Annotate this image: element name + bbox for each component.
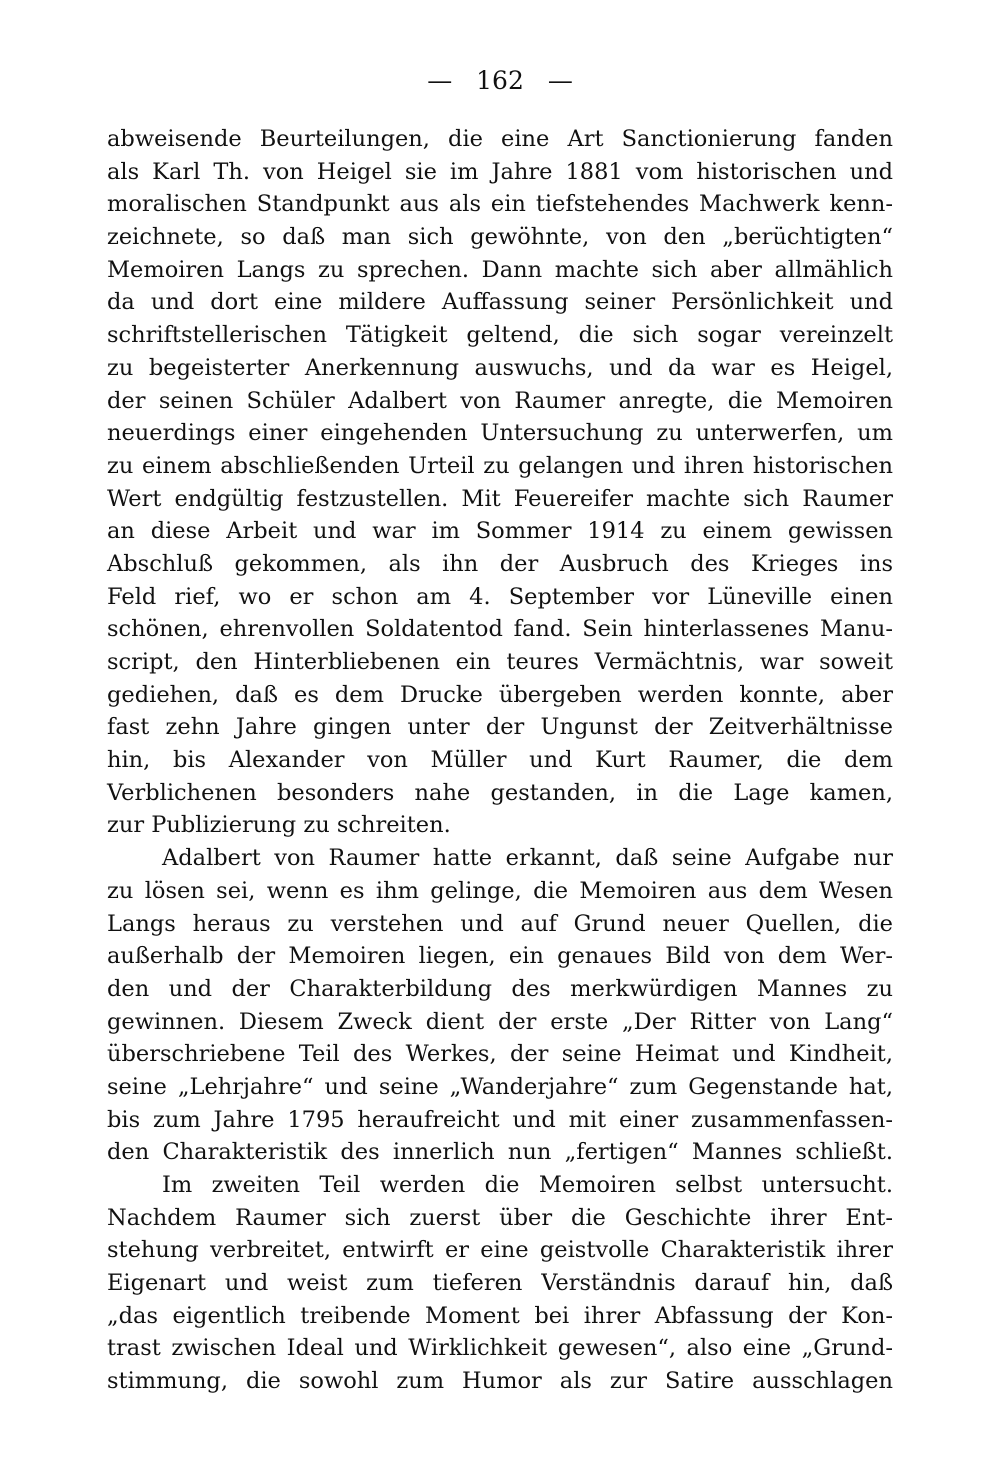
text-line: stimmung, die sowohl zum Humor als zur Satire ausschlagen	[107, 1368, 893, 1395]
text-line: außerhalb der Memoiren liegen, ein genaues Bild von dem Wer-	[107, 943, 893, 970]
text-line: als Karl Th. von Heigel sie im Jahre 1881 vom historischen und	[107, 158, 893, 185]
paragraph-1	[107, 123, 893, 842]
text-line: Nachdem Raumer sich zuerst über die Geschichte ihrer Ent-	[107, 1204, 893, 1231]
header-dash-right: —	[547, 66, 573, 95]
text-line: der seinen Schüler Adalbert von Raumer anregte, die Memoiren	[107, 387, 893, 414]
text-line: neuerdings einer eingehenden Untersuchung zu unterwerfen, um	[107, 420, 893, 447]
text-line: zu lösen sei, wenn es ihm gelinge, die Memoiren aus dem Wesen	[107, 877, 893, 904]
text-line: schönen, ehrenvollen Soldatentod fand. Sein hinterlassenes Manu-	[107, 616, 893, 643]
text-line: Feld rief, wo er schon am 4. September vor Lüneville einen	[107, 583, 893, 610]
text-line: hin, bis Alexander von Müller und Kurt Raumer, die dem	[107, 747, 893, 774]
text-line: Wert endgültig festzustellen. Mit Feuereifer machte sich Raumer	[107, 485, 893, 512]
paragraph-2	[107, 842, 893, 1169]
text-line: trast zwischen Ideal und Wirklichkeit gewesen“, also eine „Grund-	[107, 1335, 893, 1362]
text-line: Im zweiten Teil werden die Memoiren selbst untersucht.	[162, 1172, 893, 1198]
text-line: zur Publizierung zu schreiten.	[107, 812, 451, 839]
paragraph-3	[107, 1169, 893, 1398]
text-line: an diese Arbeit und war im Sommer 1914 zu einem gewissen	[107, 518, 893, 545]
text-line: fast zehn Jahre gingen unter der Ungunst der Zeitverhältnisse	[107, 714, 893, 741]
text-line: den Charakteristik des innerlich nun „fertigen“ Mannes schließt.	[107, 1139, 893, 1166]
text-line: zu begeisterter Anerkennung auswuchs, und da war es Heigel,	[107, 354, 893, 381]
text-line: Adalbert von Raumer hatte erkannt, daß seine Aufgabe nur	[162, 845, 893, 872]
text-line: schriftstellerischen Tätigkeit geltend, die sich sogar vereinzelt	[107, 322, 893, 349]
body-text	[107, 123, 893, 1398]
text-line: abweisende Beurteilungen, die eine Art Sanctionierung fanden	[107, 126, 893, 152]
text-line: gediehen, daß es dem Drucke übergeben werden konnte, aber	[107, 681, 893, 708]
text-line: zu einem abschließenden Urteil zu gelangen und ihren historischen	[107, 452, 893, 479]
text-line: zeichnete, so daß man sich gewöhnte, von den „berüchtigten“	[107, 224, 893, 251]
text-line: gewinnen. Diesem Zweck dient der erste „Der Ritter von Lang“	[107, 1008, 893, 1035]
text-line: Verblichenen besonders nahe gestanden, in die Lage kamen,	[107, 779, 893, 806]
text-line: da und dort eine mildere Auffassung seiner Persönlichkeit und	[107, 289, 893, 316]
text-line: Langs heraus zu verstehen und auf Grund neuer Quellen, die	[107, 910, 893, 937]
text-line: überschriebene Teil des Werkes, der seine Heimat und Kindheit,	[107, 1041, 893, 1068]
text-line: Memoiren Langs zu sprechen. Dann machte sich aber allmählich	[107, 256, 893, 283]
text-line: „das eigentlich treibende Moment bei ihrer Abfassung der Kon-	[107, 1302, 893, 1329]
page-number: 162	[476, 66, 524, 95]
text-line: den und der Charakterbildung des merkwürdigen Mannes zu	[107, 975, 893, 1002]
text-line: moralischen Standpunkt aus als ein tiefstehendes Machwerk kenn-	[107, 191, 893, 218]
text-line: Abschluß gekommen, als ihn der Ausbruch des Krieges ins	[107, 550, 893, 577]
text-line: stehung verbreitet, entwirft er eine geistvolle Charakteristik ihrer	[107, 1237, 893, 1264]
header-dash-left: —	[427, 66, 453, 95]
text-line: seine „Lehrjahre“ und seine „Wanderjahre“ zum Gegenstande hat,	[107, 1073, 893, 1100]
text-line: Eigenart und weist zum tieferen Verständnis darauf hin, daß	[107, 1270, 893, 1297]
page-header	[0, 66, 1000, 96]
text-line: bis zum Jahre 1795 heraufreicht und mit einer zusammenfassen-	[107, 1106, 893, 1133]
text-line: script, den Hinterbliebenen ein teures Vermächtnis, war soweit	[107, 649, 893, 675]
